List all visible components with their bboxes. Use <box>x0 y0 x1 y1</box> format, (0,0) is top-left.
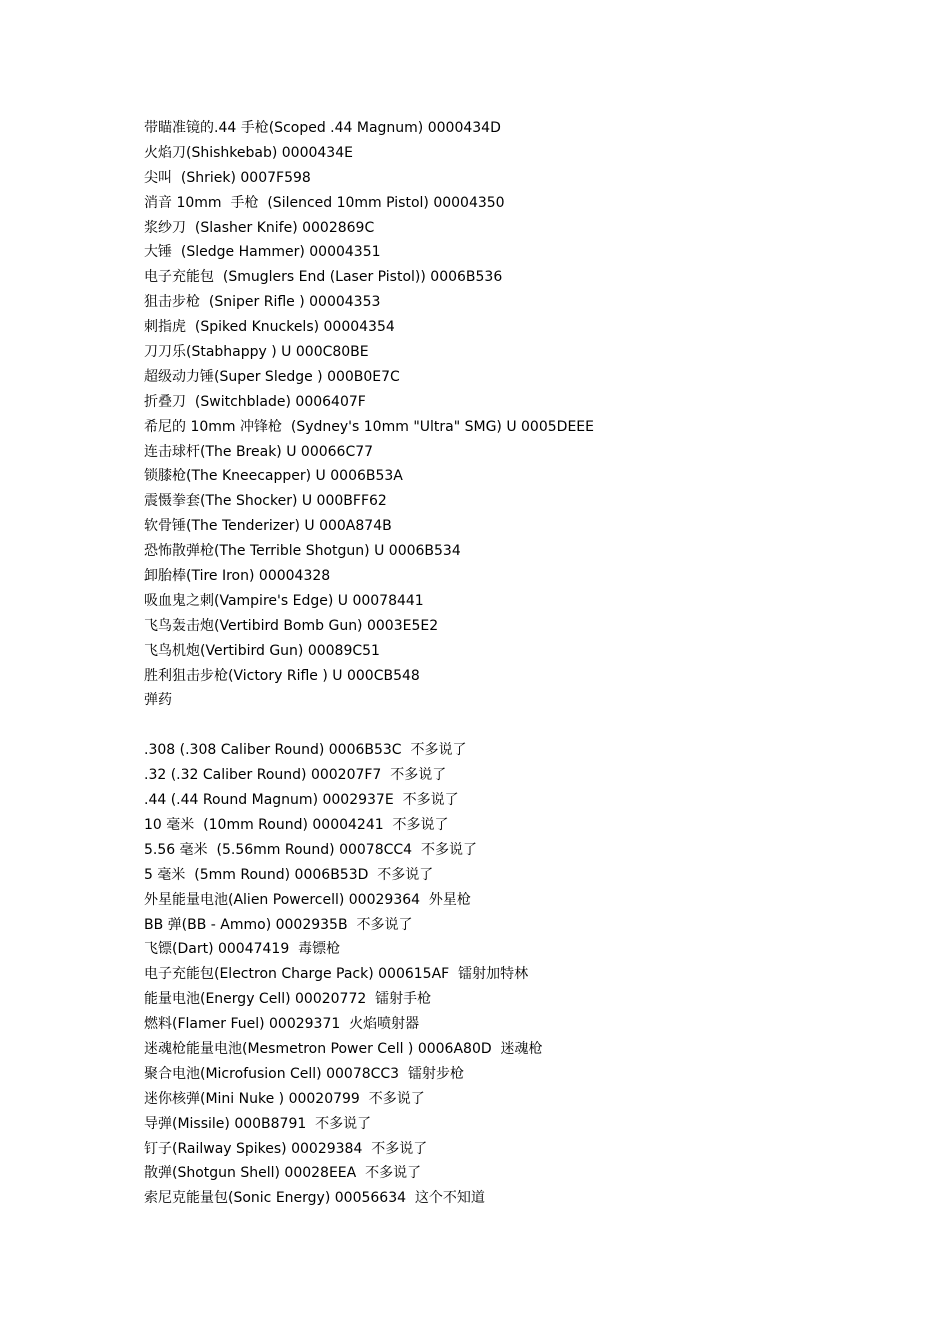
ammo-entry: 外星能量电池(Alien Powercell) 00029364 外星枪 <box>144 891 471 908</box>
weapon-entry: 震慑拳套(The Shocker) U 000BFF62 <box>144 493 387 510</box>
weapon-entry: 连击球杆(The Break) U 00066C77 <box>144 443 374 460</box>
document-page <box>144 116 924 1211</box>
ammo-entry: .308 (.308 Caliber Round) 0006B53C 不多说了 <box>144 742 467 759</box>
ammo-entry: 钉子(Railway Spikes) 00029384 不多说了 <box>144 1140 428 1157</box>
weapon-entry: 飞鸟机炮(Vertibird Gun) 00089C51 <box>144 642 380 659</box>
ammo-entry: 5 毫米 (5mm Round) 0006B53D 不多说了 <box>144 866 434 883</box>
ammo-entry: 散弹(Shotgun Shell) 00028EEA 不多说了 <box>144 1165 422 1182</box>
ammo-entry: BB 弹(BB - Ammo) 0002935B 不多说了 <box>144 916 413 933</box>
ammo-entry: 5.56 毫米 (5.56mm Round) 00078CC4 不多说了 <box>144 841 477 858</box>
weapon-entry: 大锤 (Sledge Hammer) 00004351 <box>144 244 381 261</box>
weapon-entry: 卸胎棒(Tire Iron) 00004328 <box>144 568 331 585</box>
weapon-entry: 尖叫 (Shriek) 0007F598 <box>144 169 311 186</box>
weapon-entry: 刺指虎 (Spiked Knuckels) 00004354 <box>144 319 395 336</box>
weapon-entry: 火焰刀(Shishkebab) 0000434E <box>144 144 353 161</box>
weapon-entry: 狙击步枪 (Sniper Rifle ) 00004353 <box>144 294 381 311</box>
ammo-entry: 电子充能包(Electron Charge Pack) 000615AF 镭射加特林 <box>144 966 529 983</box>
ammo-entry: 迷你核弹(Mini Nuke ) 00020799 不多说了 <box>144 1090 425 1107</box>
weapon-entry: 电子充能包 (Smuglers End (Laser Pistol)) 0006B536 <box>144 269 503 286</box>
weapon-entry: 消音 10mm 手枪 (Silenced 10mm Pistol) 00004350 <box>144 194 505 211</box>
ammo-entry: 迷魂枪能量电池(Mesmetron Power Cell ) 0006A80D 迷魂枪 <box>144 1040 543 1057</box>
ammo-entry: 飞镖(Dart) 00047419 毒镖枪 <box>144 941 341 958</box>
ammo-entry: 索尼克能量包(Sonic Energy) 00056634 这个不知道 <box>144 1190 485 1207</box>
ammo-entry: 燃料(Flamer Fuel) 00029371 火焰喷射器 <box>144 1016 420 1033</box>
weapon-entry: 希尼的 10mm 冲锋枪 (Sydney's 10mm "Ultra" SMG) U 0005DEEE <box>144 418 594 435</box>
weapon-entry: 飞鸟轰击炮(Vertibird Bomb Gun) 0003E5E2 <box>144 617 439 634</box>
ammo-heading: 弹药 <box>144 692 172 709</box>
weapon-entry: 超级动力锤(Super Sledge ) 000B0E7C <box>144 368 400 385</box>
weapon-entry: 胜利狙击步枪(Victory Rifle ) U 000CB548 <box>144 667 420 684</box>
ammo-entry: 导弹(Missile) 000B8791 不多说了 <box>144 1115 372 1132</box>
weapon-entry: 锁膝枪(The Kneecapper) U 0006B53A <box>144 468 403 485</box>
weapon-entry: 带瞄准镜的.44 手枪(Scoped .44 Magnum) 0000434D <box>144 120 501 136</box>
weapon-entry: 浆纱刀 (Slasher Knife) 0002869C <box>144 219 375 236</box>
ammo-entry: .44 (.44 Round Magnum) 0002937E 不多说了 <box>144 792 459 809</box>
ammo-entry: 能量电池(Energy Cell) 00020772 镭射手枪 <box>144 991 432 1008</box>
blank-line <box>144 713 924 738</box>
weapon-entry: 折叠刀 (Switchblade) 0006407F <box>144 393 366 410</box>
ammo-entry: .32 (.32 Caliber Round) 000207F7 不多说了 <box>144 767 447 784</box>
ammo-entry: 聚合电池(Microfusion Cell) 00078CC3 镭射步枪 <box>144 1065 464 1082</box>
weapon-entry: 吸血鬼之刺(Vampire's Edge) U 00078441 <box>144 592 424 609</box>
weapon-entry: 刀刀乐(Stabhappy ) U 000C80BE <box>144 344 369 361</box>
ammo-entry: 10 毫米 (10mm Round) 00004241 不多说了 <box>144 816 449 833</box>
weapon-entry: 软骨锤(The Tenderizer) U 000A874B <box>144 518 392 535</box>
weapon-entry: 恐怖散弹枪(The Terrible Shotgun) U 0006B534 <box>144 543 461 560</box>
